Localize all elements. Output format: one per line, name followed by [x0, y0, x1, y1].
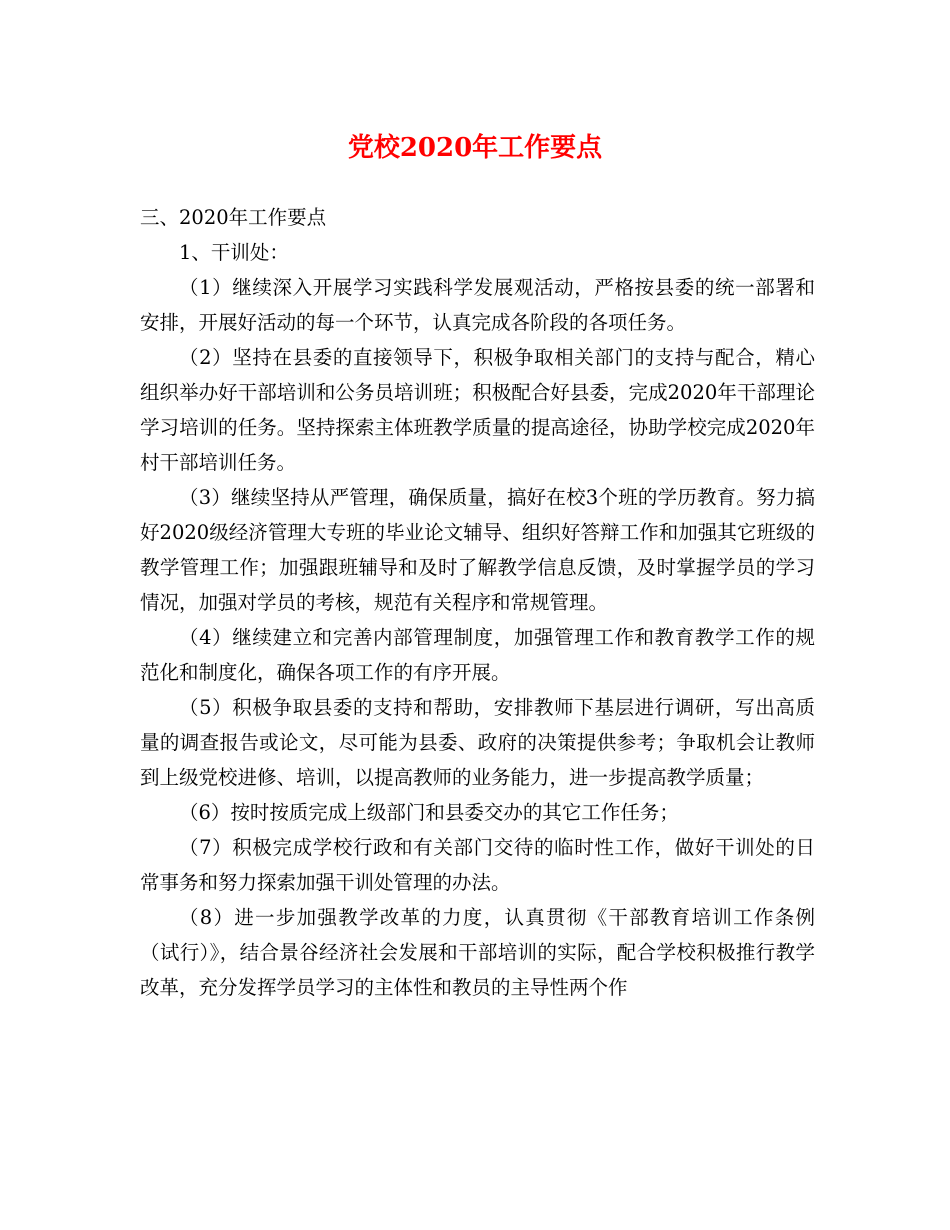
paragraph-item-8: （8）进一步加强教学改革的力度，认真贯彻《干部教育培训工作条例（试行）》，结合景谷经济社会发展和干部培训的实际，配合学校积极推行教学改革，充分发挥学员学习的主体性和教员的主导性两个作 — [140, 906, 815, 999]
paragraph-item-4: （4）继续建立和完善内部管理制度，加强管理工作和教育教学工作的规范化和制度化，确保各项工作的有序开展。 — [140, 626, 815, 684]
paragraph-item-3: （3）继续坚持从严管理，确保质量，搞好在校3个班的学历教育。努力搞好2020级经济管理大专班的毕业论文辅导、组织好答辩工作和加强其它班级的教学管理工作；加强跟班辅导和及时了解教学信息反馈，及时掌握学员的学习情况，加强对学员的考核，规范有关程序和常规管理。 — [140, 486, 815, 614]
document-title: 党校2020年工作要点 — [347, 133, 603, 163]
paragraph-item-2: （2）坚持在县委的直接领导下，积极争取相关部门的支持与配合，精心组织举办好干部培训和公务员培训班；积极配合好县委，完成2020年干部理论学习培训的任务。坚持探索主体班教学质量的提高途径，协助学校完成2020年村干部培训任务。 — [140, 346, 815, 474]
subsection-heading: 1、干训处： — [179, 241, 289, 264]
paragraph-item-7: （7）积极完成学校行政和有关部门交待的临时性工作，做好干训处的日常事务和努力探索加强干训处管理的办法。 — [140, 836, 815, 894]
section-heading: 三、2020年工作要点 — [140, 206, 327, 229]
paragraph-item-1: （1）继续深入开展学习实践科学发展观活动，严格按县委的统一部署和安排，开展好活动的每一个环节，认真完成各阶段的各项任务。 — [140, 276, 815, 334]
paragraph-item-6: （6）按时按质完成上级部门和县委交办的其它工作任务； — [179, 801, 679, 824]
document-body — [140, 200, 815, 1005]
paragraph-item-5: （5）积极争取县委的支持和帮助，安排教师下基层进行调研，写出高质量的调查报告或论文，尽可能为县委、政府的决策提供参考；争取机会让教师到上级党校进修、培训，以提高教师的业务能力，进一步提高教学质量； — [140, 696, 815, 789]
